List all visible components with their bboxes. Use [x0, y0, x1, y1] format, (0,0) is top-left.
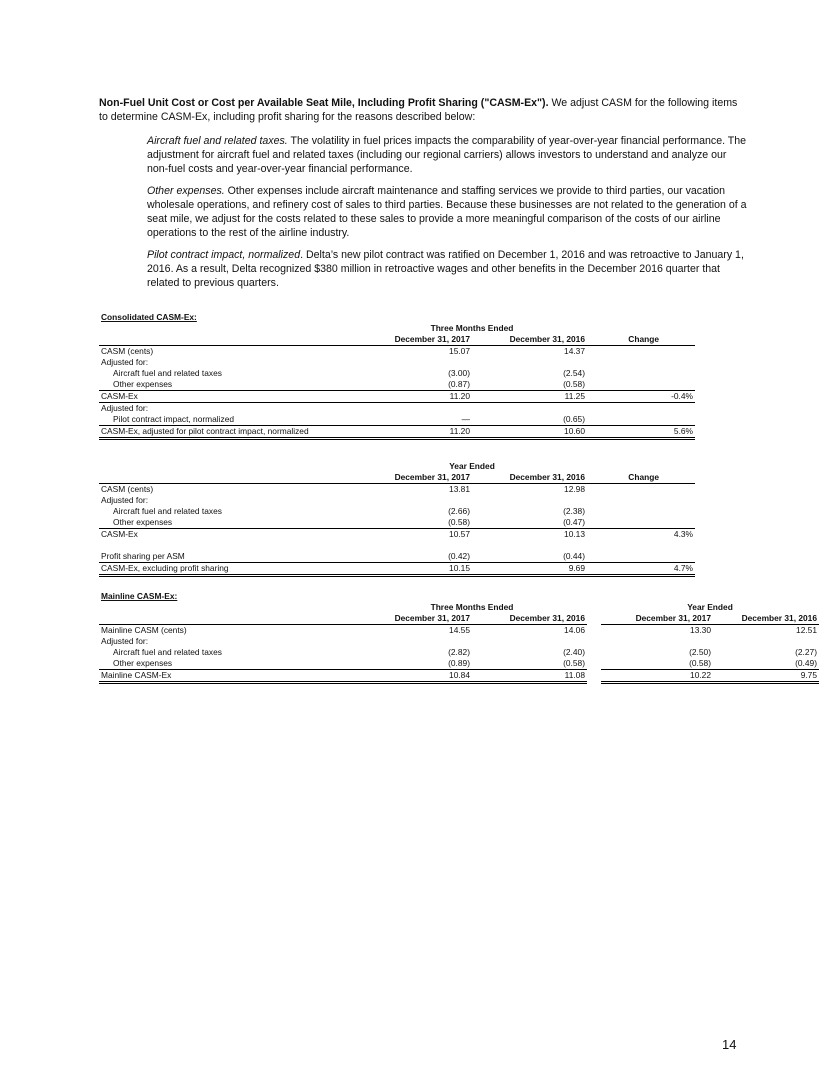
table-column-header: [99, 613, 819, 625]
cell-value: (0.47): [563, 517, 585, 527]
cell-value: 9.69: [472, 563, 587, 576]
cell-value: (0.42): [448, 551, 470, 561]
cell-value: 14.37: [564, 346, 585, 356]
cell-value: (2.40): [563, 647, 585, 657]
cell-value: 4.3%: [587, 529, 695, 541]
cell-value: 14.06: [564, 625, 585, 635]
cell-value: (0.89): [448, 658, 470, 668]
row-label: Profit sharing per ASM: [101, 551, 185, 561]
column-header: December 31, 2016: [472, 613, 587, 625]
column-header: December 31, 2016: [713, 613, 819, 625]
intro-text: We adjust CASM for the following items to determine CASM-Ex, including profit sharing for the reasons described below:: [99, 97, 738, 123]
table-row: [99, 670, 819, 683]
table-row: [99, 658, 819, 670]
consolidated-quarter-table: [99, 323, 695, 440]
cell-value: [587, 484, 695, 496]
cell-value: [587, 379, 695, 391]
cell-value: 10.22: [601, 670, 713, 683]
cell-value: (0.49): [795, 658, 817, 668]
table-column-header: [99, 472, 695, 484]
fuel-paragraph: [147, 134, 747, 176]
row-label: CASM-Ex: [99, 391, 357, 403]
column-header: December 31, 2016: [472, 472, 587, 484]
table-row: [99, 484, 695, 496]
fuel-paragraph-text: The volatility in fuel prices impacts the comparability of year-over-year financial performance. The adjustment for aircraft fuel and related taxes (including our regional carriers) allows investors to understand and analyze our non-fuel costs and year-over-year financial performance.: [147, 135, 747, 175]
cell-value: (2.38): [563, 506, 585, 516]
cell-value: (0.65): [563, 414, 585, 424]
cell-value: (0.58): [563, 658, 585, 668]
cell-value: [587, 346, 695, 358]
cell-value: (0.58): [448, 517, 470, 527]
cell-value: [587, 506, 695, 517]
table-row: [99, 357, 695, 368]
cell-value: 13.30: [690, 625, 711, 635]
cell-value: (2.50): [689, 647, 711, 657]
fuel-paragraph-heading: Aircraft fuel and related taxes.: [147, 135, 288, 147]
pilot-contract-heading: Pilot contract impact, normalized: [147, 249, 301, 261]
row-label: Adjusted for:: [101, 636, 149, 646]
column-header: December 31, 2016: [472, 334, 587, 346]
group-label: Year Ended: [687, 602, 733, 612]
cell-value: 10.15: [357, 563, 472, 576]
table-row: [99, 403, 695, 415]
spacer-row: [99, 540, 695, 551]
cell-value: 11.25: [472, 391, 587, 403]
cell-value: 14.55: [449, 625, 470, 635]
row-label: Other expenses: [113, 658, 173, 668]
cell-value: 12.98: [564, 484, 585, 494]
cell-value: (2.82): [448, 647, 470, 657]
cell-value: 10.60: [472, 426, 587, 439]
table-row: [99, 636, 819, 647]
cell-value: 9.75: [713, 670, 819, 683]
row-label: CASM-Ex, excluding profit sharing: [99, 563, 357, 576]
table-row: [99, 506, 695, 517]
table-row: [99, 563, 695, 576]
table-row: [99, 625, 819, 637]
row-label: Other expenses: [113, 379, 173, 389]
column-header: Change: [587, 472, 695, 484]
cell-value: [587, 368, 695, 379]
table-group-header: [99, 323, 695, 334]
cell-value: 10.57: [357, 529, 472, 541]
cell-value: -0.4%: [587, 391, 695, 403]
column-header: December 31, 2017: [601, 613, 713, 625]
row-label: Aircraft fuel and related taxes: [113, 647, 222, 657]
table-group-header: [99, 461, 695, 472]
group-label: Three Months Ended: [430, 323, 514, 333]
cell-value: (2.66): [448, 506, 470, 516]
column-header: December 31, 2017: [357, 334, 472, 346]
cell-value: 12.51: [796, 625, 817, 635]
row-label: Aircraft fuel and related taxes: [113, 506, 222, 516]
cell-value: 5.6%: [587, 426, 695, 439]
row-label: CASM-Ex, adjusted for pilot contract impact, normalized: [99, 426, 357, 439]
mainline-table: [99, 602, 819, 684]
cell-value: 11.20: [357, 426, 472, 439]
group-label: Three Months Ended: [430, 602, 514, 612]
cell-value: 10.13: [472, 529, 587, 541]
mainline-title: Mainline CASM-Ex:: [101, 591, 178, 601]
table-row: [99, 495, 695, 506]
consolidated-title: Consolidated CASM-Ex:: [101, 312, 197, 322]
table-column-header: [99, 334, 695, 346]
cell-value: [587, 517, 695, 529]
row-label: CASM-Ex: [99, 529, 357, 541]
table-row: [99, 414, 695, 426]
row-label: Aircraft fuel and related taxes: [113, 368, 222, 378]
cell-value: [587, 551, 695, 563]
table-row: [99, 529, 695, 541]
cell-value: 11.08: [472, 670, 587, 683]
table-row: [99, 379, 695, 391]
intro-paragraph: [99, 96, 749, 124]
table-row: [99, 647, 819, 658]
table-group-header: [99, 602, 819, 613]
cell-value: (0.44): [563, 551, 585, 561]
cell-value: (0.58): [563, 379, 585, 389]
cell-value: (0.87): [448, 379, 470, 389]
intro-heading: Non-Fuel Unit Cost or Cost per Available Seat Mile, Including Profit Sharing ("CASM-Ex").: [99, 97, 549, 109]
cell-value: (2.27): [795, 647, 817, 657]
row-label: Adjusted for:: [101, 357, 149, 367]
row-label: Mainline CASM (cents): [101, 625, 187, 635]
pilot-contract-text: . Delta’s new pilot contract was ratified on December 1, 2016 and was retroactive to January 1, 2016. As a result, Delta recognized $380 million in retroactive wages and other benefits in the December 2016 quarter that related to previous quarters.: [147, 249, 744, 289]
cell-value: 10.84: [357, 670, 472, 683]
table-row: [99, 346, 695, 358]
cell-value: (0.58): [689, 658, 711, 668]
table-row: [99, 517, 695, 529]
other-expenses-text: Other expenses include aircraft maintenance and staffing services we provide to third parties, our vacation wholesale operations, and refinery cost of sales to third parties. Because these businesses are not related to the generation of a seat mile, we adjust for the costs related to these sales to provide a more meaningful comparison of the costs of our airline operations to the rest of the airline industry.: [147, 185, 747, 239]
pilot-contract-paragraph: [147, 248, 747, 290]
consolidated-year-table: [99, 461, 695, 577]
column-header: December 31, 2017: [357, 613, 472, 625]
row-label: Adjusted for:: [101, 495, 149, 505]
row-label: Mainline CASM-Ex: [99, 670, 357, 683]
table-row: [99, 368, 695, 379]
column-header: Change: [587, 334, 695, 346]
other-expenses-paragraph: [147, 184, 747, 240]
group-label: Year Ended: [449, 461, 495, 471]
page-number: 14: [722, 1037, 737, 1052]
table-row: [99, 391, 695, 403]
cell-value: 15.07: [449, 346, 470, 356]
cell-value: [587, 414, 695, 426]
cell-value: 4.7%: [587, 563, 695, 576]
table-row: [99, 551, 695, 563]
cell-value: (3.00): [448, 368, 470, 378]
row-label: Other expenses: [113, 517, 173, 527]
cell-value: 11.20: [357, 391, 472, 403]
other-expenses-heading: Other expenses.: [147, 185, 225, 197]
cell-value: —: [461, 414, 470, 424]
table-row: [99, 426, 695, 439]
row-label: CASM (cents): [101, 346, 154, 356]
cell-value: 13.81: [449, 484, 470, 494]
row-label: CASM (cents): [101, 484, 154, 494]
column-header: December 31, 2017: [357, 472, 472, 484]
cell-value: (2.54): [563, 368, 585, 378]
row-label: Adjusted for:: [99, 403, 357, 415]
row-label: Pilot contract impact, normalized: [113, 414, 235, 424]
